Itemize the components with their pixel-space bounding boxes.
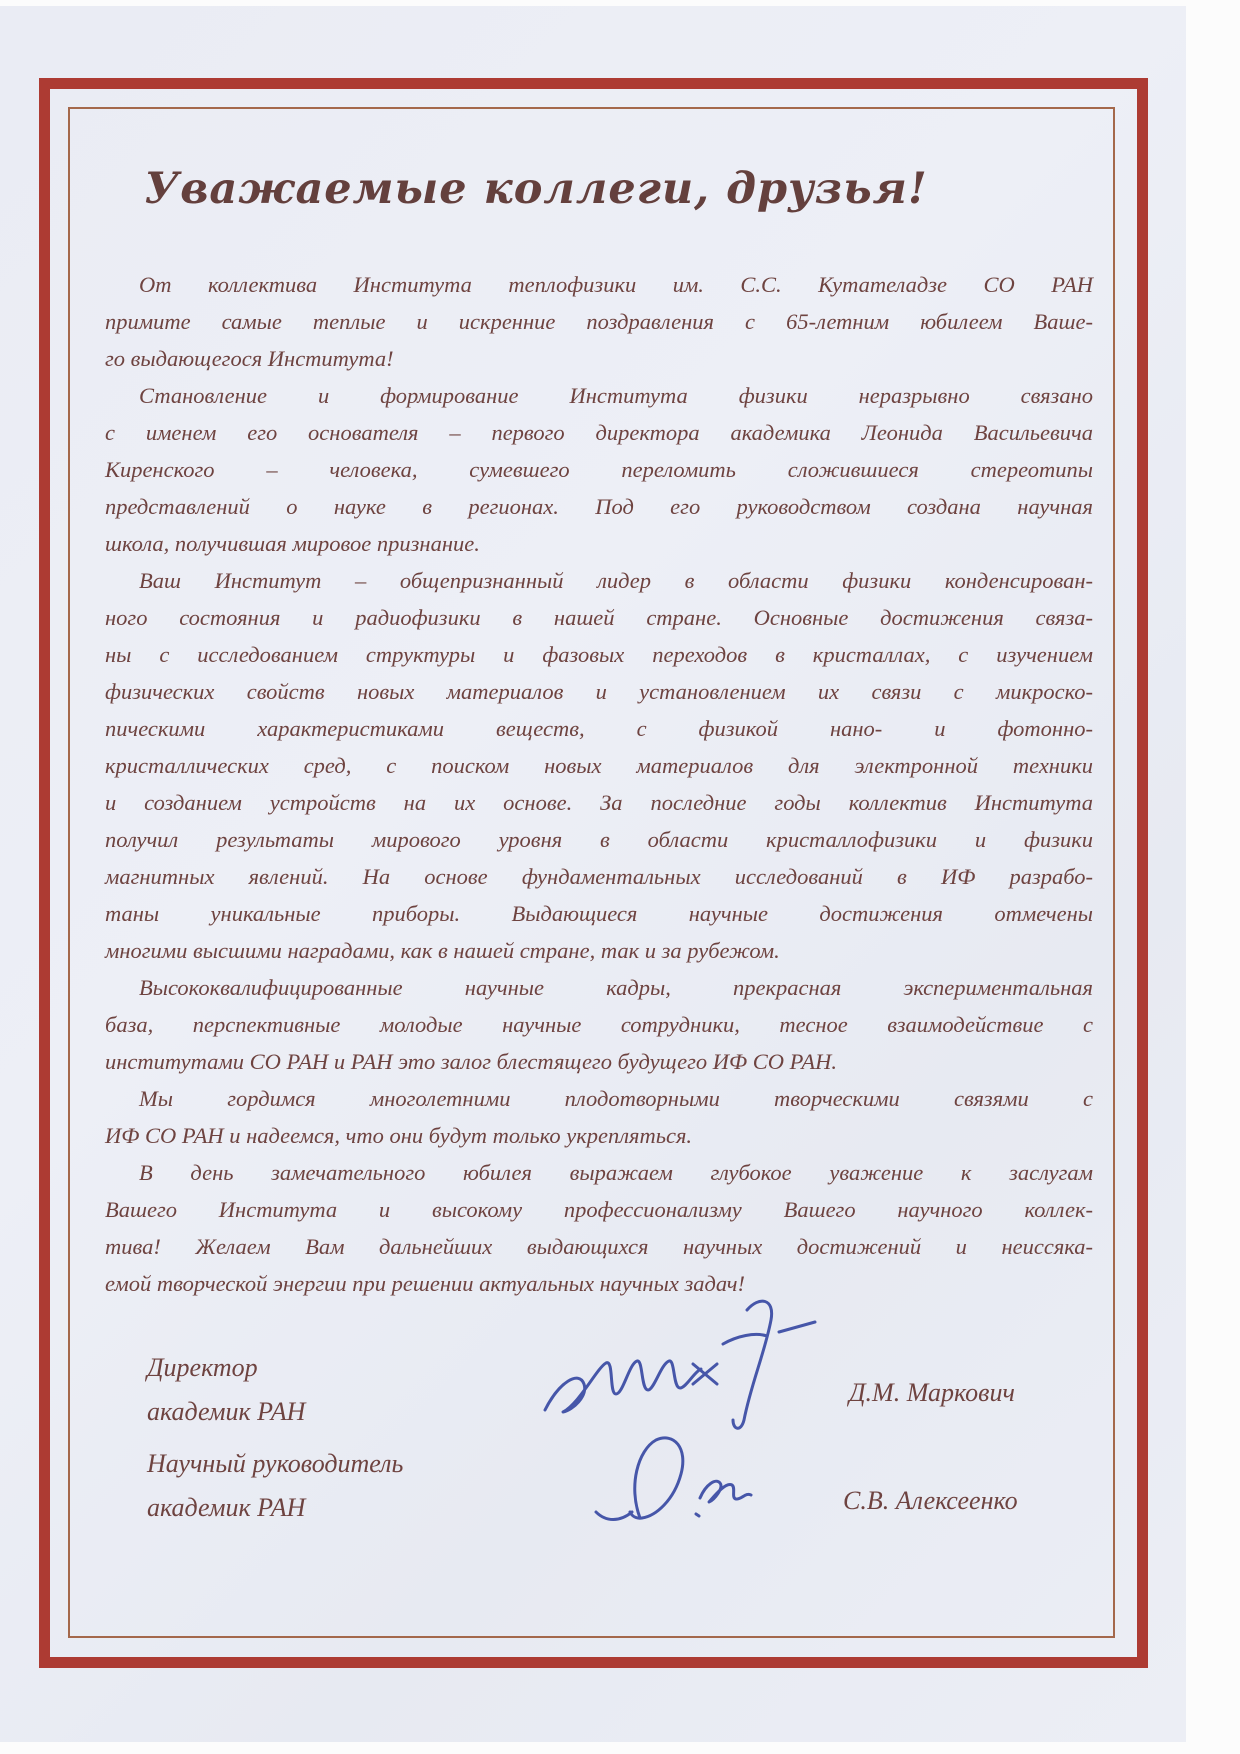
letter-line: В день замечательного юбилея выражаем глубокое уважение к заслугам — [139, 1160, 1093, 1185]
signature-markovich-icon — [535, 1292, 825, 1442]
letter-line: тива! Желаем Вам дальнейших выдающихся научных достижений и неиссяка- — [105, 1234, 1093, 1259]
letter-line: ны с исследованием структуры и фазовых переходов в кристаллах, с изучением — [105, 642, 1093, 667]
letter-line: магнитных явлений. На основе фундаментальных исследований в ИФ разрабо- — [105, 864, 1093, 889]
letter-line: кристаллических сред, с поиском новых материалов для электронной техники — [105, 753, 1093, 778]
letter-line: пическими характеристиками веществ, с физикой нано- и фотонно- — [105, 716, 1093, 741]
signer-role-scientific-director — [147, 1442, 567, 1530]
letter-line: Вашего Института и высокому профессионализму Вашего научного коллек- — [105, 1197, 1093, 1222]
role-line: Директор — [147, 1353, 258, 1382]
letter-body — [105, 266, 1093, 1302]
signature-alekseenko-icon — [588, 1430, 808, 1535]
role-line: академик РАН — [147, 1397, 306, 1426]
letter-line: получил результаты мирового уровня в области кристаллофизики и физики — [105, 827, 1093, 852]
letter-line: емой творческой энергии при решении актуальных научных задач! — [105, 1271, 746, 1296]
letter-line: с именем его основателя – первого директора академика Леонида Васильевича — [105, 420, 1093, 445]
letter-line: Высококвалифицированные научные кадры, прекрасная экспериментальная — [139, 975, 1093, 1000]
letter-line: таны уникальные приборы. Выдающиеся научные достижения отмечены — [105, 901, 1093, 926]
paragraph — [105, 1080, 1093, 1154]
letter-line: Киренского – человека, сумевшего переломить сложившиеся стереотипы — [105, 457, 1093, 482]
letter-line: физических свойств новых материалов и установлением их связи с микроско- — [105, 679, 1093, 704]
letter-line: го выдающегося Института! — [105, 346, 394, 371]
paragraph — [105, 377, 1093, 562]
signature-name: Д.М. Маркович — [849, 1378, 1015, 1407]
letter-line: Ваш Институт – общепризнанный лидер в области физики конденсирован- — [139, 568, 1093, 593]
paragraph — [105, 1154, 1093, 1302]
letter-line: ного состояния и радиофизики в нашей стране. Основные достижения связа- — [105, 605, 1093, 630]
paragraph — [105, 266, 1093, 377]
role-line: Научный руководитель — [147, 1449, 404, 1478]
role-line: академик РАН — [147, 1493, 306, 1522]
signer-role-director — [147, 1346, 567, 1434]
letter-line: база, перспективные молодые научные сотрудники, тесное взаимодействие с — [105, 1012, 1093, 1037]
letter-line: Мы гордимся многолетними плодотворными творческими связями с — [139, 1086, 1093, 1111]
letter-line: и созданием устройств на их основе. За последние годы коллектив Института — [105, 790, 1093, 815]
letter-line: многими высшими наградами, как в нашей стране, так и за рубежом. — [105, 938, 780, 963]
letter-line: представлений о науке в регионах. Под его руководством создана научная — [105, 494, 1093, 519]
letter-line: институтами СО РАН и РАН это залог блестящего будущего ИФ СО РАН. — [105, 1049, 838, 1074]
letter-title: Уважаемые коллеги, друзья! — [144, 164, 928, 214]
letter-line: примите самые теплые и искренние поздравления с 65-летним юбилеем Ваше- — [105, 309, 1093, 334]
signature-name: С.В. Алексеенко — [843, 1486, 1018, 1515]
paragraph — [105, 969, 1093, 1080]
paragraph — [105, 562, 1093, 969]
letter-line: школа, получившая мировое признание. — [105, 531, 480, 556]
letter-line: ИФ СО РАН и надеемся, что они будут только укрепляться. — [105, 1123, 693, 1148]
letter-line: От коллектива Института теплофизики им. С.С. Кутателадзе СО РАН — [139, 272, 1093, 297]
letter-line: Становление и формирование Института физики неразрывно связано — [139, 383, 1093, 408]
